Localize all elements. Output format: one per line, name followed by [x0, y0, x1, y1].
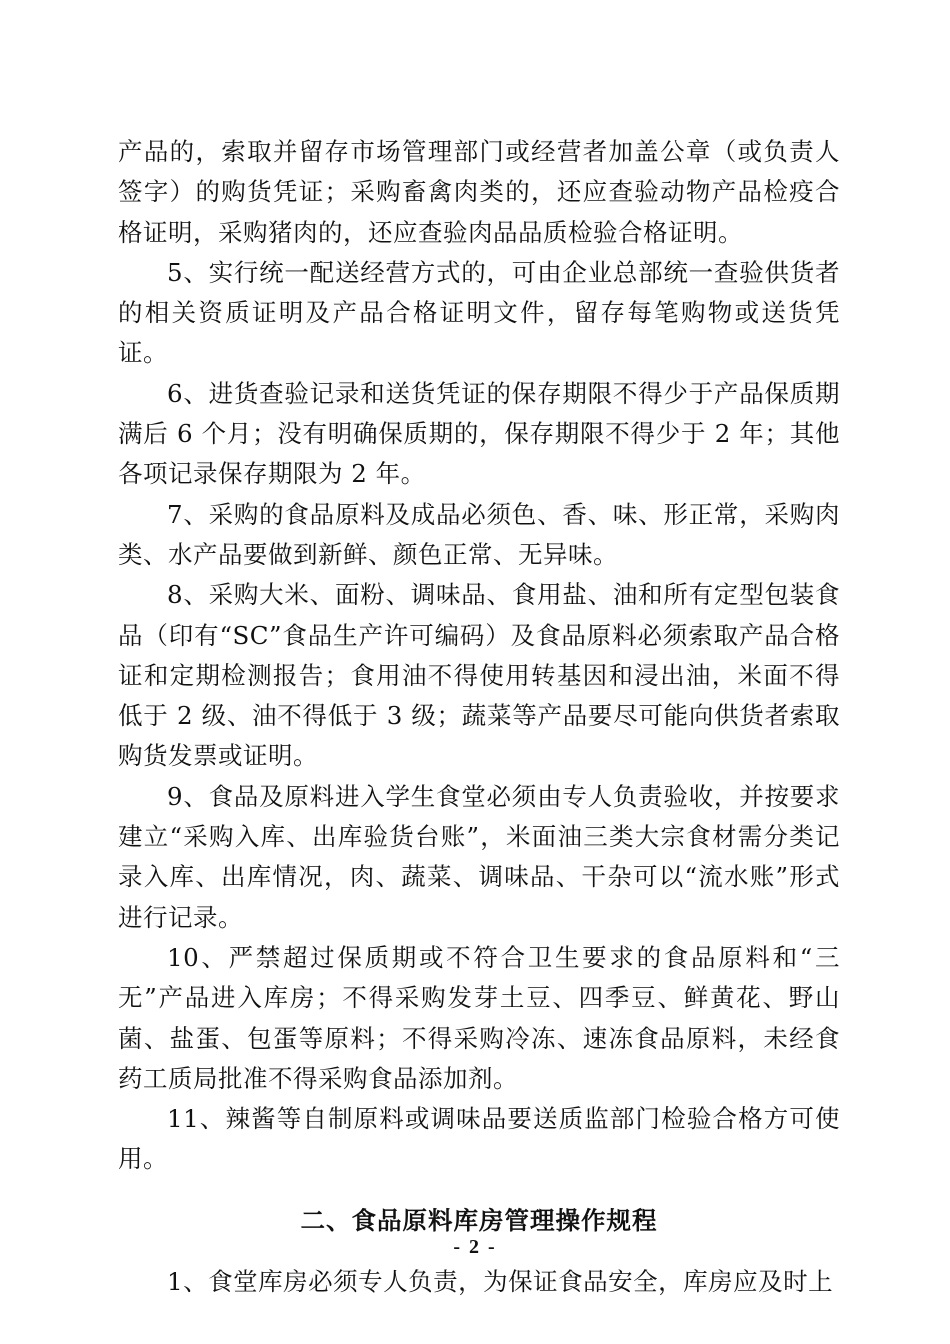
- paragraph: 11、辣酱等自制原料或调味品要送质监部门检验合格方可使用。: [118, 1104, 840, 1174]
- paragraphs-after-heading: [118, 1262, 840, 1302]
- paragraph: 8、采购大米、面粉、调味品、食用盐、油和所有定型包装食品（印有“SC”食品生产许可编码）及食品原料必须索取产品合格证和定期检测报告；食用油不得使用转基因和浸出油，米面不得低于 2 级、油不得低于 3 级；蔬菜等产品要尽可能向供货者索取购货发票或证明。: [118, 580, 840, 771]
- paragraph: 7、采购的食品原料及成品必须色、香、味、形正常，采购肉类、水产品要做到新鲜、颜色正常、无异味。: [118, 499, 840, 569]
- paragraph: 9、食品及原料进入学生食堂必须由专人负责验收，并按要求建立“采购入库、出库验货台账”，米面油三类大宗食材需分类记录入库、出库情况，肉、蔬菜、调味品、干杂可以“流水账”形式进行记录。: [118, 781, 840, 932]
- paragraph: 6、进货查验记录和送货凭证的保存期限不得少于产品保质期满后 6 个月；没有明确保质期的，保存期限不得少于 2 年；其他各项记录保存期限为 2 年。: [118, 378, 840, 489]
- page-number: - 2 -: [453, 1236, 497, 1258]
- document-body: [118, 132, 840, 1302]
- paragraph: 10、严禁超过保质期或不符合卫生要求的食品原料和“三无”产品进入库房；不得采购发芽土豆、四季豆、鲜黄花、野山菌、盐蛋、包蛋等原料；不得采购冷冻、速冻食品原料，未经食药工质局批准不得采购食品添加剂。: [118, 942, 840, 1093]
- paragraph: 1、食堂库房必须专人负责，为保证食品安全，库房应及时上: [167, 1266, 834, 1296]
- paragraph: 产品的，索取并留存市场管理部门或经营者加盖公章（或负责人签字）的购货凭证；采购畜禽肉类的，还应查验动物产品检疫合格证明，采购猪肉的，还应查验肉品品质检验合格证明。: [118, 137, 840, 247]
- paragraphs-before-heading: [118, 132, 840, 1180]
- section-heading: 二、食品原料库房管理操作规程: [300, 1205, 658, 1235]
- paragraph: 5、实行统一配送经营方式的，可由企业总部统一查验供货者的相关资质证明及产品合格证明文件，留存每笔购物或送货凭证。: [118, 257, 840, 368]
